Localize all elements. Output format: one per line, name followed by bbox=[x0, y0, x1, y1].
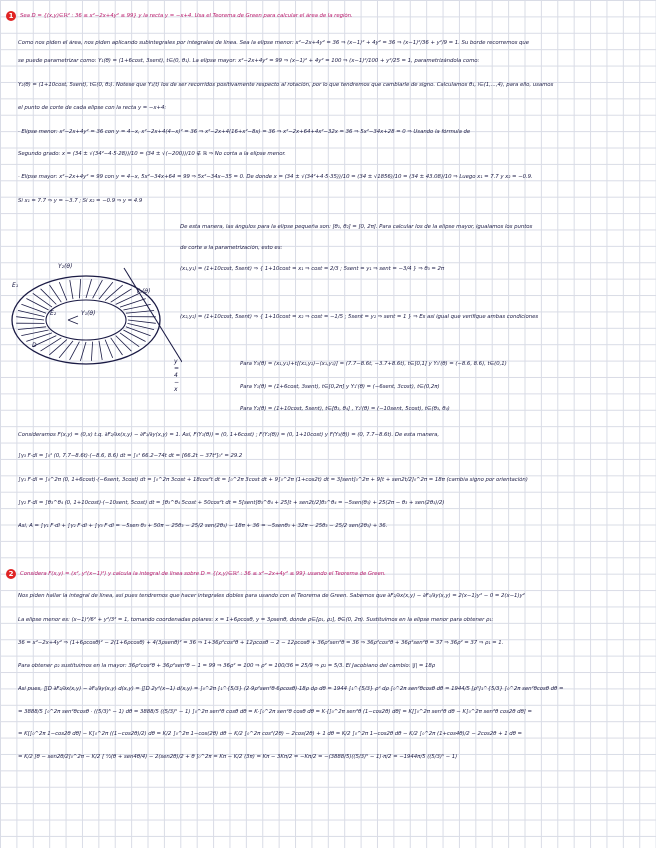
hatch-stroke bbox=[116, 293, 140, 304]
hatch-stroke bbox=[41, 338, 62, 351]
text-line: · Elipse menor: x²−2x+4y² = 36 con y = 4−x, x²−2x+4(4−x)² = 36 ⇒ x²−2x+4(16+x²−8x) = 36 ⇒ x²−2x+64+4x²−32x = 36 ⇒ 5x²−34x+28 = 0 ⇒ Usando la fórmula de bbox=[18, 129, 471, 135]
text-line: Para Y₃(θ) = (x₁,y₁)+t[(x₂,y₂)−(x₁,y₁)] = (7.7−8.6t, −3.7+8.6t), t∈[0,1] y Y₃'(θ) = (−8.6, 8.6), t∈(0,1) bbox=[240, 361, 507, 367]
text-line: el punto de corte de cada elipse con la recta y = −x+4: bbox=[18, 105, 167, 111]
inner-ellipse bbox=[46, 300, 126, 340]
text-line: · Elipse mayor: x²−2x+4y² = 99 con y = 4−x, 5x²−34x+64 = 99 ⇒ 5x²−34x−35 = 0. De donde x = (34 ± √(34²+4·5·35))/10 = (34 ± √1856)/10 = (34 ± 43.08)/10 ⇒ Luego x₁ = 7.7 y x₂ = −0.9. bbox=[18, 174, 533, 180]
hatch-stroke bbox=[70, 280, 73, 299]
text-line: Así, A = ∫γ₁ F·dl + ∫γ₂ F·dl + ∫γ₃ F·dl = −5sen θ₃ + 50π − 25θ₃ − 25/2 sen(2θ₃) − 18π + 36 = −5senθ₃ + 32π − 25θ₃ − 25/2 sen(2θ₃) + 36. bbox=[18, 523, 388, 529]
text-line: Si x₁ = 7.7 ⇒ y = −3.7 ; Si x₂ = −0.9 ⇒ y = 4.9 bbox=[18, 198, 143, 204]
problem-2-statement: Considera F(x,y) = (x², y²(x−1)²) y calcula la integral de línea sobre D = {(x,y)∈ℝ² : 36 ≤ x²−2x+4y² ≤ 99} usando el Teorema de Green. bbox=[20, 571, 386, 577]
hatch-stroke bbox=[33, 293, 52, 307]
text-line: Segundo grado: x = (34 ± √(34²−4·5·28))/10 = (34 ± √(−200))/10 ∉ ℝ ⇒ No corta a la elipse menor. bbox=[18, 151, 286, 157]
hatch-stroke bbox=[21, 330, 48, 336]
hatch-stroke bbox=[105, 340, 113, 358]
hatch-stroke bbox=[111, 289, 132, 302]
problem-1-number: 1 bbox=[6, 11, 16, 21]
text-line: ∫γ₂ F·dl = ∫θ₃^θ₄ (0, 1+10cost)·(−10sent, 5cost) dt = ∫θ₃^θ₄ 5cost + 50cos²t dt = 5[sent]θ₃^θ₄ + 25[t + sen2t/2]θ₃^θ₄ = −5sen(θ₃) + 25(2π − θ₃ + sen(2θ₃)/2) bbox=[18, 500, 445, 506]
problem-1-statement: Sea D = {(x,y)∈ℝ² : 36 ≤ x²−2x+4y² ≤ 99} y la recta y = −x+4. Usa el Teorema de Green para calcular el área de la región. bbox=[20, 13, 353, 19]
hatch-stroke bbox=[16, 317, 44, 320]
text-line: = K[∫₀^2π 1−cos2θ dθ] − K∫₀^2π ((1−cos2θ)/2) dθ = K/2 ∫₀^2π 1−cos(2θ) dθ − K/2 ∫₀^2π cos²(2θ) − 2cos(2θ) + 1 dθ = K/2 ∫₀^2π 1−cos2θ dθ − K/2 ∫₀^2π (1+cos4θ)/2 − 2cos2θ + 1 dθ = bbox=[18, 731, 522, 737]
hatch-stroke bbox=[128, 320, 156, 323]
hatch-stroke bbox=[99, 282, 113, 299]
text-line: (x₂,y₂) = (1+10cost, 5sent) ⇒ { 1+10cost = x₂ ⇒ cost = −1/5 ; 5sent = y₂ ⇒ sent = 1 } ⇒ Es así igual que verifique ambas condiciones bbox=[180, 314, 539, 320]
text-line: Nos piden hallar la integral de línea, así pues tendremos que hacer integrales dobles para usando con el Teorema de Green. Sabemos que ∂F₂/∂x(x,y) − ∂F₁/∂y(x,y) = 2(x−1)y² − 0 = 2(x−1)y² bbox=[18, 593, 525, 599]
text-line: se puede parametrizar como: Y₁(θ) = (1+6cost, 3sent), t∈(0, θ₁). La elipse mayor: x²−2x+4y² = 99 ⇒ (x−1)² + 4y² = 100 ⇒ (x−1)²/100 + y²/25 = 1, parametrizándola como: bbox=[18, 58, 480, 64]
text-line: = 3888/5 ∫₀^2π sen²θcosθ · ((5/3)⁵ − 1) dθ = 3888/5 ((5/3)⁵ − 1) ∫₀^2π sen²θ cosθ dθ = K·∫₀^2π sen²θ cosθ dθ = K·[∫₀^2π sen²θ (1−cos2θ) dθ] = K[∫₀^2π sen²θ dθ − K∫₀^2π sen²θ cos2θ dθ] = bbox=[18, 709, 532, 715]
text-line: ∫γ₃ F·dl = ∫₀¹ (0, 7.7−8.6t)·(−8.6, 8.6) dt = ∫₀¹ 66.2−74t dt = [66.2t − 37t²]₀¹ = 29.2 bbox=[18, 453, 243, 459]
region-hatching bbox=[16, 279, 156, 361]
label-e2: E₂ bbox=[50, 310, 57, 317]
problem-2-number: 2 bbox=[6, 569, 16, 579]
hatch-stroke bbox=[80, 342, 86, 361]
text-line: Para obtener ρ₂ sustituimos en la mayor: 36ρ²cos²θ + 36ρ²sen²θ − 1 = 99 ⇒ 36ρ² = 100 ⇒ ρ² = 100/36 = 25/9 ⇒ ρ₂ = 5/3. El Jacobiano del cambio: |J| = 18ρ bbox=[18, 663, 436, 669]
text-line: 36 = x²−2x+4y² ⇒ (1+6ρcosθ)² − 2(1+6ρcosθ) + 4(3ρsenθ)² = 36 ⇒ 1+36ρ²cos²θ + 12ρcosθ − 2 − 12ρcosθ + 36ρ²sen²θ = 36 ⇒ 36ρ²cos²θ + 36ρ²sen²θ = 37 ⇒ 36ρ² = 37 ⇒ ρ₁ = 1. bbox=[18, 640, 504, 646]
hatch-stroke bbox=[49, 340, 67, 355]
hatch-stroke bbox=[91, 342, 92, 361]
text-line: Y₂(θ) = (1+10cost, 5sent), t∈(0, θ₂). Notese que Y₁(t) los de ser recorridos positivamente respecto al rotación, por lo que tendremos que cambiarle de signo. Calculamos θ₁, i∈(1,...,4), para ello, usamos bbox=[18, 82, 554, 88]
hatch-stroke bbox=[105, 285, 123, 300]
text-line: = K/2 [θ − sen2θ/2]₀^2π − K/2 [ ½(θ + sen4θ/4) − 2(sen2θ)/2 + θ ]₀^2π = Kπ − K/2 (3π) = Kπ − 3Kπ/2 = −Kπ/2 = −(3888/5)((5/3)⁵ − 1)·π/2 = −1944π/5 ((5/3)⁵ − 1) bbox=[18, 754, 458, 760]
hatch-stroke bbox=[93, 280, 103, 298]
label-inner-curve: Y₁(θ) bbox=[81, 310, 96, 317]
text-line: Así pues, ∬D ∂F₂/∂x(x,y) − ∂F₁/∂y(x,y) d(x,y) = ∬D 2y²(x−1) d(x,y) = ∫₀^2π ∫₁^{5/3} (2·9ρ²sen²θ·6ρcosθ)·18ρ dρ dθ = 1944 ∫₁^{5/3} ρ⁴ dρ ∫₀^2π sen²θcosθ dθ = 1944/5 [ρ⁵]₁^{5/3} ∫₀^2π sen²θcosθ dθ = bbox=[18, 686, 564, 692]
label-e1: E₁ bbox=[12, 282, 19, 289]
label-outer-curve: Y₂(θ) bbox=[58, 263, 73, 270]
hatch-stroke bbox=[59, 341, 73, 358]
hatch-stroke bbox=[70, 342, 80, 360]
text-line: de corte a la parametrización, esto es: bbox=[180, 245, 283, 251]
region-diagram-svg bbox=[6, 258, 182, 378]
label-line-eq: y = 4 − x bbox=[174, 358, 180, 393]
text-line: ∫γ₁ F·dl = ∫₀^2π (0, 1+6cost)·(−6sent, 3cost) dt = ∫₀^2π 3cost + 18cos²t dt = ∫₀^2π 3cost dt + 9∫₀^2π (1+cos2t) dt = 3[sent]₀^2π + 9[t + sen2t/2]₀^2π = 18π (cambia signo por orientación) bbox=[18, 477, 528, 483]
hatch-stroke bbox=[59, 282, 67, 300]
hatch-stroke bbox=[126, 311, 154, 314]
hatch-stroke bbox=[120, 333, 139, 347]
label-region: D bbox=[32, 342, 37, 349]
hatch-stroke bbox=[18, 327, 46, 330]
text-line: La elipse menor es: (x−1)²/6² + y²/3² = 1, tomando coordenadas polares: x = 1+6ρcosθ, y = 3ρsenθ, donde ρ∈[ρ₁, ρ₂], θ∈(0, 2π). Sustituimos en la elipse menor para obtener ρ₁: bbox=[18, 617, 494, 623]
text-line: Consideramos F(x,y) = (0,x) t.q. ∂F₂/∂x(x,y) − ∂F₁/∂y(x,y) = 1. Así, F(Y₁(θ)) = (0, 1+6cost) ; F(Y₂(θ)) = (0, 1+10cost) y F(Y₃(θ)) = (0, 7.7−8.6t). De esta manera, bbox=[18, 432, 440, 438]
hatch-stroke bbox=[99, 341, 102, 360]
region-diagram bbox=[6, 258, 182, 393]
text-line: Como nos piden el área, nos piden aplicando subintegrales por integrales de línea. Sea la elipse menor: x²−2x+4y² = 36 ⇒ (x−1)² + 4y² = 36 ⇒ (x−1)²/36 + y²/9 = 1. Su borde recorremos que bbox=[18, 40, 530, 46]
text-line: De esta manera, las ángulos para la elipse pequeña son: [θ₁, θ₂] = [0, 2π]. Para calcular los de la elipse mayor, igualamos los puntos bbox=[180, 224, 533, 230]
label-line-curve: Y₃(θ) bbox=[136, 288, 151, 295]
text-line: (x₁,y₁) = (1+10cost, 5sent) ⇒ { 1+10cost = x₁ ⇒ cost = 2/3 ; 5sent = y₁ ⇒ sent = −3/4 } ⇒ θ₃ = 2π bbox=[180, 266, 445, 272]
text-line: Para Y₁(θ) = (1+6cost, 3sent), t∈[0,2π] y Y₁'(θ) = (−6sent, 3cost), t∈(0,2π) bbox=[240, 384, 440, 390]
line-y-4-minus-x bbox=[124, 268, 182, 362]
hatch-stroke bbox=[123, 330, 145, 342]
hatch-stroke bbox=[79, 279, 80, 298]
arrow-icon bbox=[68, 316, 78, 324]
hatch-stroke bbox=[26, 299, 48, 311]
hatch-stroke bbox=[86, 279, 92, 298]
text-line: Para Y₂(θ) = (1+10cost, 5sent), t∈[θ₃, θ₄] , Y₂'(θ) = (−10sent, 5cost), t∈(θ₃, θ₄) bbox=[240, 406, 450, 412]
